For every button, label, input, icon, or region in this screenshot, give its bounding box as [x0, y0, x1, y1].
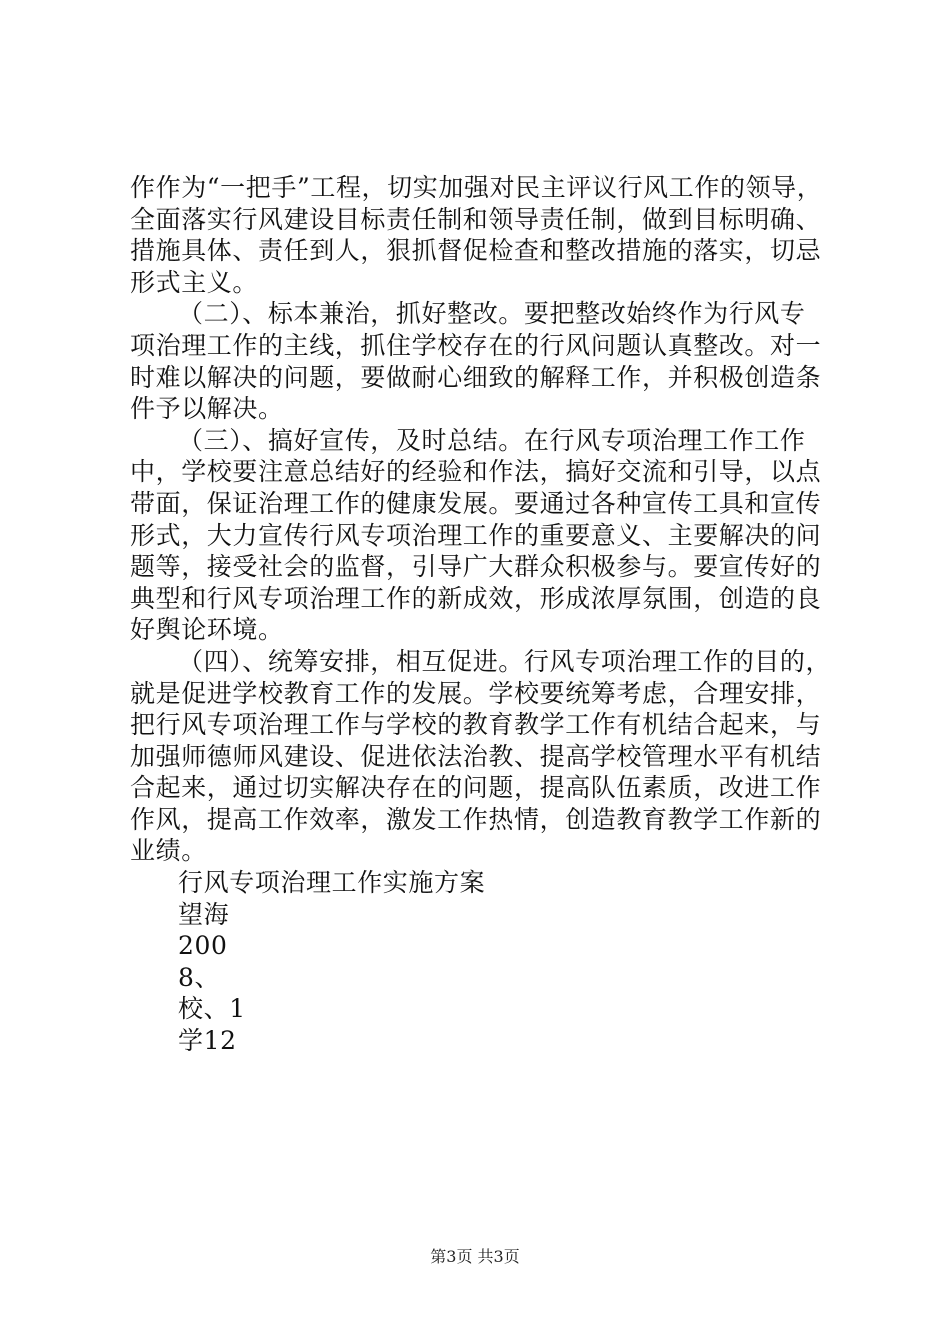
page-footer: 第3页 共3页 [430, 1247, 520, 1266]
text-line: 中，学校要注意总结好的经验和作法，搞好交流和引导，以点 [130, 457, 822, 487]
document-title-line: 行风专项治理工作实施方案 [178, 868, 486, 898]
text-line: 措施具体、责任到人，狠抓督促检查和整改措施的落实，切忌 [130, 236, 822, 266]
section-heading-line: （三）、搞好宣传，及时总结。在行风专项治理工作工作 [178, 425, 806, 455]
signature-line: 8、 [178, 962, 221, 992]
signature-line: 望海 [178, 899, 230, 929]
text-line: 作风，提高工作效率，激发工作热情，创造教育教学工作新的 [130, 804, 822, 834]
text-line: 把行风专项治理工作与学校的教育教学工作有机结合起来，与 [130, 710, 822, 740]
text-line: 带面，保证治理工作的健康发展。要通过各种宣传工具和宣传 [130, 488, 822, 518]
text-line: 业绩。 [130, 836, 207, 866]
text-line: 项治理工作的主线，抓住学校存在的行风问题认真整改。对一 [130, 330, 822, 360]
signature-line: 200 [178, 931, 228, 961]
document-body [130, 172, 840, 1057]
text-line: 好舆论环境。 [130, 615, 284, 645]
text-line: 加强师德师风建设、促进依法治教、提高学校管理水平有机结 [130, 741, 822, 771]
text-line: 全面落实行风建设目标责任制和领导责任制，做到目标明确、 [130, 204, 822, 234]
text-line: 时难以解决的问题，要做耐心细致的解释工作，并积极创造条 [130, 362, 822, 392]
text-line: 形式，大力宣传行风专项治理工作的重要意义、主要解决的问 [130, 520, 822, 550]
text-line: 作作为“一把手”工程，切实加强对民主评议行风工作的领导， [130, 173, 823, 202]
text-line: 件予以解决。 [130, 394, 284, 424]
text-line: 形式主义。 [130, 267, 259, 297]
section-heading-line: （四）、统筹安排，相互促进。行风专项治理工作的目的， [178, 646, 832, 676]
signature-line: 学12 [178, 1026, 237, 1056]
signature-line: 校、1 [178, 994, 246, 1024]
text-line: 题等，接受社会的监督，引导广大群众积极参与。要宣传好的 [130, 552, 822, 582]
text-line: 合起来，通过切实解决存在的问题，提高队伍素质，改进工作 [130, 773, 822, 803]
text-line: 典型和行风专项治理工作的新成效，形成浓厚氛围，创造的良 [130, 583, 822, 613]
text-line: 就是促进学校教育工作的发展。学校要统筹考虑，合理安排， [130, 678, 822, 708]
section-heading-line: （二）、标本兼治，抓好整改。要把整改始终作为行风专 [178, 299, 806, 329]
